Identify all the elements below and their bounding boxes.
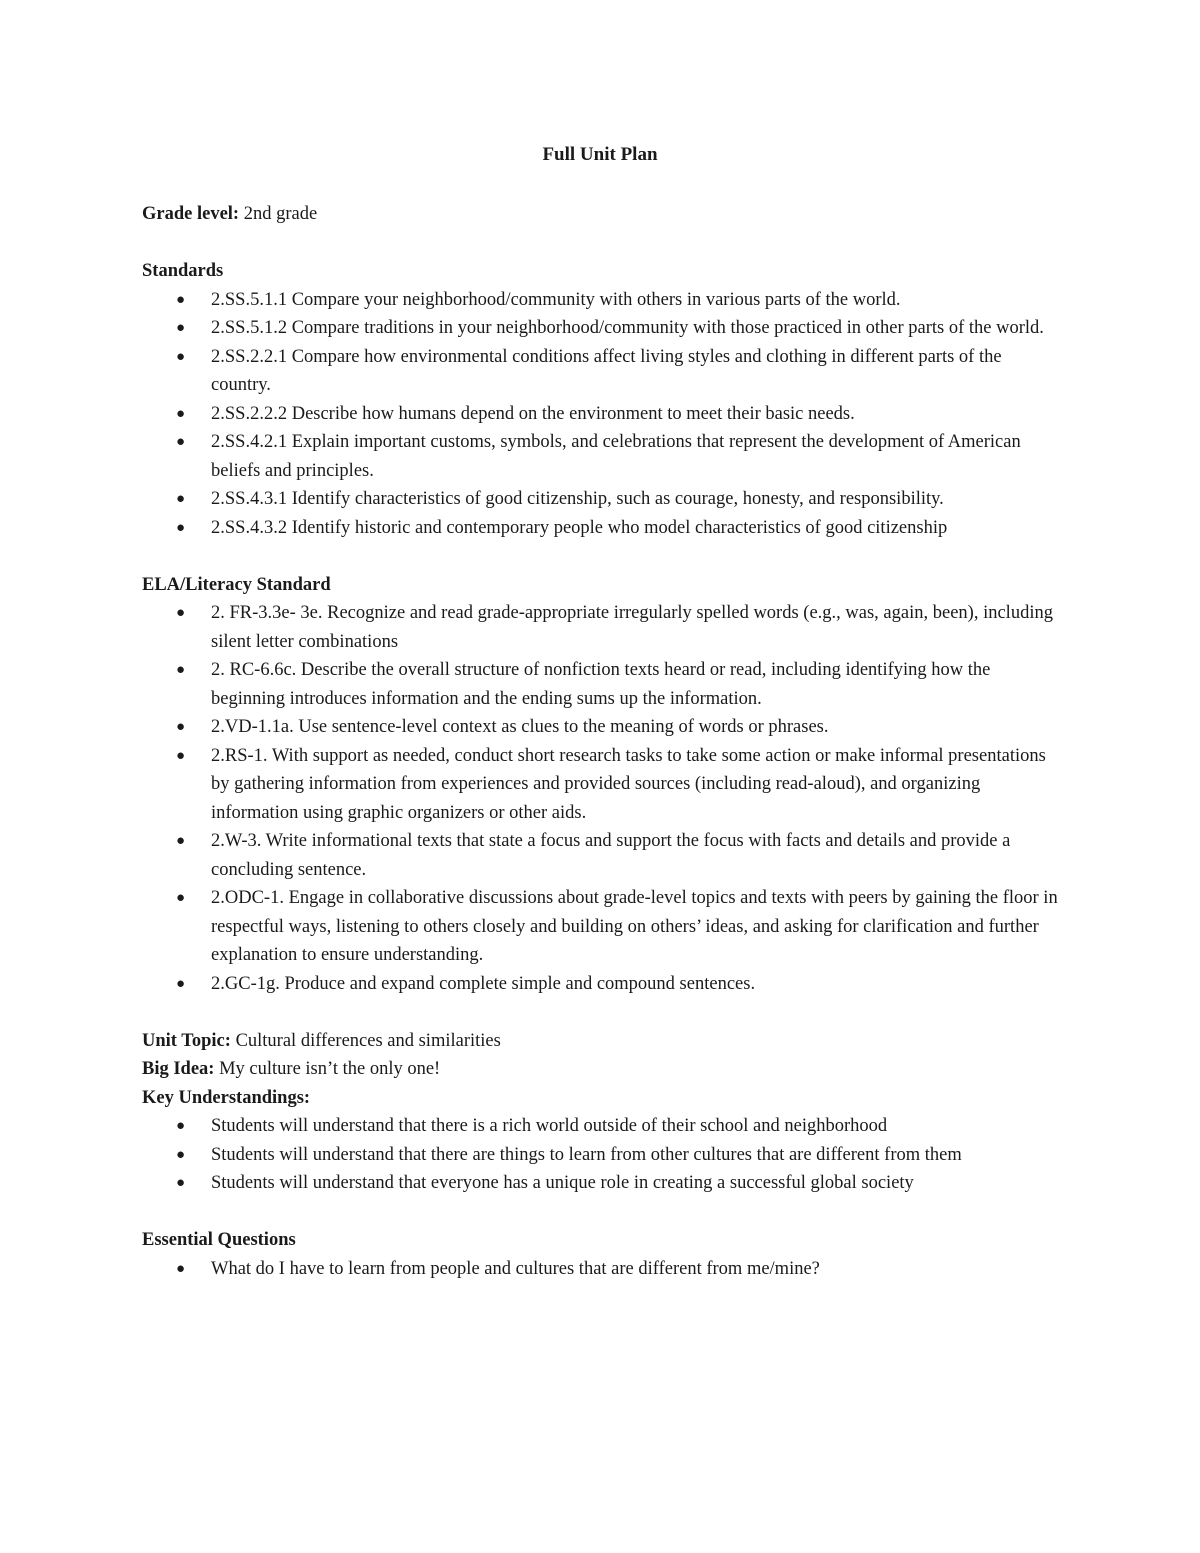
spacer: [142, 542, 1062, 571]
bullet-icon: ●: [176, 1146, 186, 1163]
bullet-icon: ●: [176, 1175, 186, 1191]
list-item: [142, 656, 1062, 713]
bullet-icon: ●: [176, 405, 186, 422]
list-item-text: 2.SS.5.1.2 Compare traditions in your neighborhood/community with those practiced in other parts of the world.: [211, 318, 1044, 338]
list-item: [142, 742, 1062, 828]
list-item-text: What do I have to learn from people and cultures that are different from me/mine?: [211, 1258, 820, 1279]
grade-level-line: [142, 200, 1062, 229]
list-item-text: 2.GC-1g. Produce and expand complete simple and compound sentences.: [211, 973, 756, 994]
grade-level-value: 2nd grade: [243, 204, 318, 224]
list-item-text: 2.SS.4.3.1 Identify characteristics of good citizenship, such as courage, honesty, and responsibility.: [211, 489, 944, 509]
list-item-text: 2.SS.4.2.1 Explain important customs, symbols, and celebrations that represent the development of American beliefs and principles.: [211, 432, 1021, 481]
spacer: [142, 229, 1062, 258]
list-item: [142, 1112, 1062, 1141]
document-body: [142, 200, 1062, 1283]
unit-topic-label: Unit Topic:: [142, 1030, 231, 1051]
list-item-text: Students will understand that there are things to learn from other cultures that are different from them: [211, 1144, 962, 1165]
list-item: [142, 884, 1062, 970]
big-idea-line: [142, 1055, 1062, 1084]
bullet-icon: ●: [176, 348, 186, 365]
list-item-text: Students will understand that everyone has a unique role in creating a successful global society: [211, 1173, 914, 1193]
list-item-text: 2. RC-6.6c. Describe the overall structure of nonfiction texts heard or read, including identifying how the beginning introduces information and the ending sums up the information.: [211, 660, 991, 709]
bullet-icon: ●: [176, 747, 186, 764]
grade-level-label: Grade level:: [142, 204, 240, 224]
bullet-icon: ●: [176, 605, 186, 621]
unit-topic-value: Cultural differences and similarities: [235, 1030, 501, 1051]
bullet-icon: ●: [176, 491, 186, 507]
list-item: [142, 1141, 1062, 1170]
standards-heading: Standards: [142, 261, 224, 281]
essential-questions-list: [142, 1255, 1062, 1284]
essential-questions-heading: Essential Questions: [142, 1230, 296, 1250]
list-item-text: 2.SS.2.2.2 Describe how humans depend on the environment to meet their basic needs.: [211, 403, 855, 424]
bullet-icon: ●: [176, 975, 186, 992]
document-title: Full Unit Plan: [542, 144, 658, 165]
list-item: [142, 827, 1062, 884]
bullet-icon: ●: [176, 519, 186, 536]
list-item-text: 2.VD-1.1a. Use sentence-level context as clues to the meaning of words or phrases.: [211, 717, 829, 737]
list-item: [142, 713, 1062, 742]
list-item-text: 2.W-3. Write informational texts that state a focus and support the focus with facts and details and provide a concluding sentence.: [211, 831, 1011, 880]
unit-topic-line: [142, 1027, 1062, 1056]
list-item: [142, 400, 1062, 429]
list-item: [142, 599, 1062, 656]
list-item: [142, 1255, 1062, 1284]
bullet-icon: ●: [176, 1118, 186, 1134]
list-item-text: 2.ODC-1. Engage in collaborative discussions about grade-level topics and texts with peers by gaining the floor in respectful ways, listening to others closely and building on others’ ideas, and asking for clarification and further explanation to ensure understanding.: [211, 888, 1058, 965]
spacer: [142, 1198, 1062, 1227]
key-understandings-heading: Key Understandings:: [142, 1087, 311, 1108]
list-item: [142, 428, 1062, 485]
bullet-icon: ●: [176, 434, 186, 450]
list-item-text: 2.SS.5.1.1 Compare your neighborhood/community with others in various parts of the world.: [211, 289, 901, 310]
ela-heading: ELA/Literacy Standard: [142, 574, 331, 595]
list-item: [142, 485, 1062, 514]
bullet-icon: ●: [176, 890, 186, 906]
list-item: [142, 343, 1062, 400]
bullet-icon: ●: [176, 833, 186, 849]
bullet-icon: ●: [176, 719, 186, 735]
bullet-icon: ●: [176, 320, 186, 336]
list-item-text: 2.SS.4.3.2 Identify historic and contemporary people who model characteristics of good citizenship: [211, 517, 948, 538]
big-idea-value: My culture isn’t the only one!: [219, 1059, 441, 1079]
list-item-text: Students will understand that there is a rich world outside of their school and neighborhood: [211, 1116, 888, 1136]
list-item-text: 2.RS-1. With support as needed, conduct short research tasks to take some action or make informal presentations by gathering information from experiences and provided sources (including read-aloud), and organizing information using graphic organizers or other aids.: [211, 745, 1046, 823]
list-item: [142, 286, 1062, 315]
ela-list: [142, 599, 1062, 998]
list-item: [142, 970, 1062, 999]
key-understandings-list: [142, 1112, 1062, 1198]
bullet-icon: ●: [176, 291, 186, 308]
big-idea-label: Big Idea:: [142, 1059, 215, 1079]
list-item: [142, 314, 1062, 343]
list-item: [142, 514, 1062, 543]
bullet-icon: ●: [176, 1260, 186, 1277]
list-item-text: 2.SS.2.2.1 Compare how environmental conditions affect living styles and clothing in different parts of the country.: [211, 346, 1002, 395]
spacer: [142, 998, 1062, 1027]
list-item: [142, 1169, 1062, 1198]
bullet-icon: ●: [176, 662, 186, 678]
list-item-text: 2. FR-3.3e- 3e. Recognize and read grade-appropriate irregularly spelled words (e.g., was, again, been), including silent letter combinations: [211, 603, 1053, 652]
standards-list: [142, 286, 1062, 543]
